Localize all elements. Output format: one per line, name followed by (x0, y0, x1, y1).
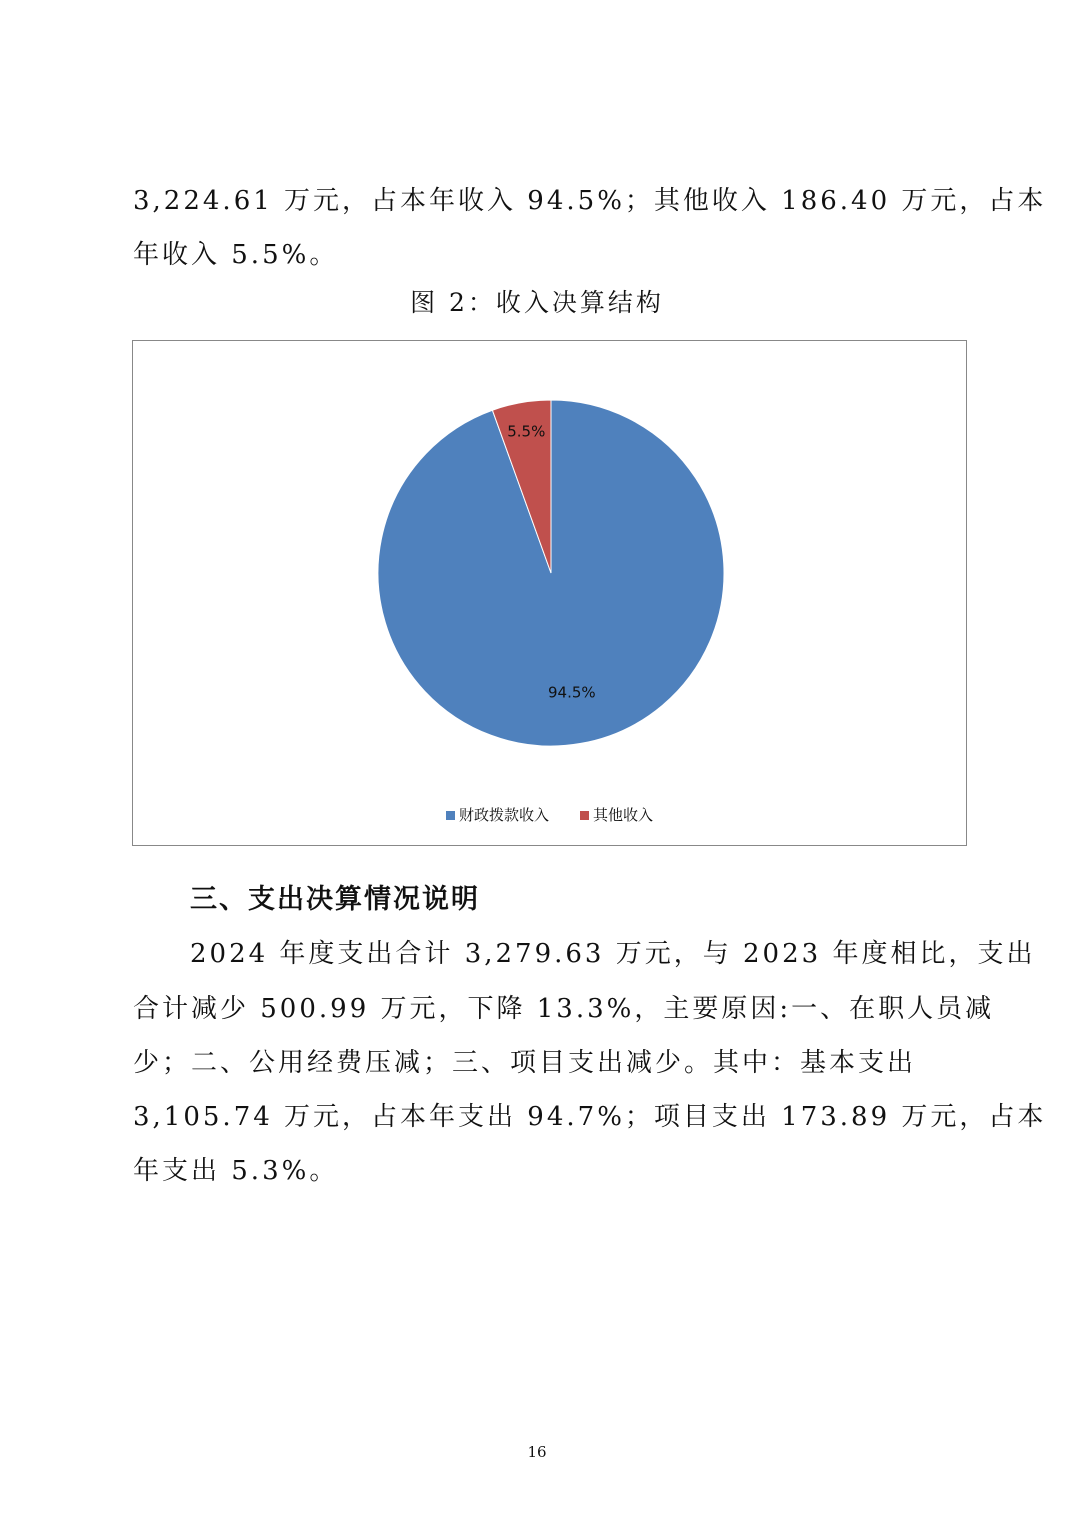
section-heading: 三、支出决算情况说明 (190, 884, 480, 915)
body-line-1: 2024 年度支出合计 3,279.63 万元，与 2023 年度相比，支出 (190, 939, 1036, 969)
legend-label-1: 财政拨款收入 (459, 806, 550, 824)
pie-data-label-2: 5.5% (507, 422, 546, 441)
legend-swatch-2 (580, 811, 589, 820)
intro-line-1: 3,224.61 万元，占本年收入 94.5%；其他收入 186.40 万元，占本 (133, 186, 1047, 216)
intro-line-2: 年收入 5.5%。 (133, 240, 339, 270)
pie-data-label-1: 94.5% (547, 683, 596, 702)
figure-caption: 图 2：收入决算结构 (410, 288, 664, 317)
page-number: 16 (527, 1443, 547, 1461)
body-line-5: 年支出 5.3%。 (133, 1156, 339, 1186)
pie-chart (132, 340, 967, 846)
body-line-4: 3,105.74 万元，占本年支出 94.7%；项目支出 173.89 万元，占本 (133, 1102, 1047, 1132)
pie-chart-svg (133, 341, 968, 847)
legend-swatch-1 (446, 811, 455, 820)
body-line-3: 少；二、公用经费压减；三、项目支出减少。其中：基本支出 (133, 1048, 917, 1078)
body-line-2: 合计减少 500.99 万元，下降 13.3%，主要原因:一、在职人员减 (133, 994, 995, 1024)
legend-label-2: 其他收入 (593, 806, 654, 824)
